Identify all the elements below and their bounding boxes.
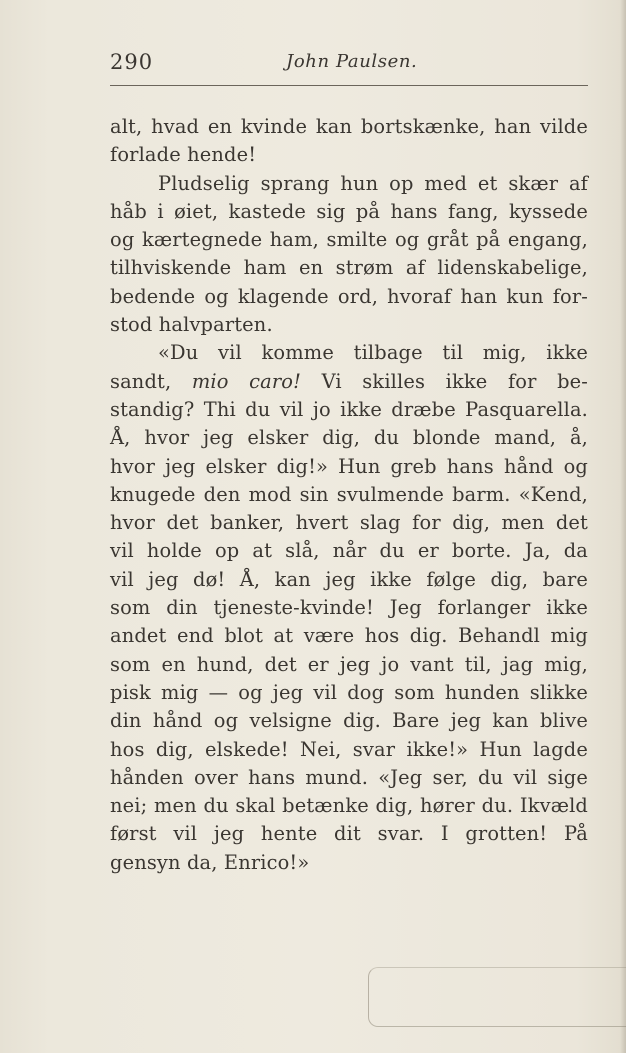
text-line: standig? Thi du vil jo ikke dræbe Pasquarella. <box>110 397 588 421</box>
text-line: alt, hvad en kvinde kan bortskænke, han vilde <box>110 115 588 138</box>
text-line: som din tjeneste-kvinde! Jeg forlanger ikke <box>110 596 588 620</box>
text-line: som en hund, det er jeg jo vant til, jag mig, <box>110 652 588 676</box>
body-text <box>110 113 588 877</box>
text-line: forlade hende! <box>110 143 257 167</box>
page-header <box>110 50 588 80</box>
text-line: andet end blot at være hos dig. Behandl mig <box>110 624 588 648</box>
running-head: John Paulsen. <box>286 51 418 72</box>
text-line: gensyn da, Enrico!» <box>110 850 310 874</box>
text-line: knugede den mod sin svulmende barm. «Kend, <box>110 482 588 506</box>
text-line-with-italic <box>110 368 588 396</box>
text-line: stod halvparten. <box>110 313 273 337</box>
text-line: hvor jeg elsker dig!» Hun greb hans hånd og <box>110 454 588 478</box>
text-line: bedende og klagende ord, hvoraf han kun for- <box>110 284 588 308</box>
text-line: «Du vil komme tilbage til mig, ikke <box>158 341 588 365</box>
text-line: først vil jeg hente dit svar. I grotten! På <box>110 822 588 846</box>
header-rule <box>110 85 588 86</box>
text-line: og kærtegnede ham, smilte og gråt på engang, <box>110 228 588 252</box>
text-line: hvor det banker, hvert slag for dig, men det <box>110 511 588 535</box>
text-line: Å, hvor jeg elsker dig, du blonde mand, å, <box>110 426 588 450</box>
text-line: tilhviskende ham en strøm af lidenskabelige, <box>110 256 588 280</box>
text-line: din hånd og velsigne dig. Bare jeg kan blive <box>110 709 588 733</box>
text-segment: sandt, <box>110 369 172 393</box>
text-segment: Vi skilles ikke for be- <box>321 369 588 393</box>
text-line: vil holde op at slå, når du er borte. Ja, da <box>110 539 588 563</box>
text-line: hos dig, elskede! Nei, svar ikke!» Hun lagde <box>110 737 588 761</box>
text-line: pisk mig — og jeg vil dog som hunden slikke <box>110 680 588 704</box>
text-line: hånden over hans mund. «Jeg ser, du vil sige <box>110 765 588 789</box>
text-line: Pludselig sprang hun op med et skær af <box>158 171 588 195</box>
plate-impression-mark <box>368 967 626 1027</box>
text-line: vil jeg dø! Å, kan jeg ikke følge dig, bare <box>110 567 588 591</box>
italic-phrase: mio caro! <box>191 369 302 393</box>
text-line: håb i øiet, kastede sig på hans fang, kyssede <box>110 199 588 223</box>
page-edge-shadow <box>620 0 626 1053</box>
page-number: 290 <box>110 50 154 74</box>
text-line: nei; men du skal betænke dig, hører du. Ikvæld <box>110 794 588 818</box>
